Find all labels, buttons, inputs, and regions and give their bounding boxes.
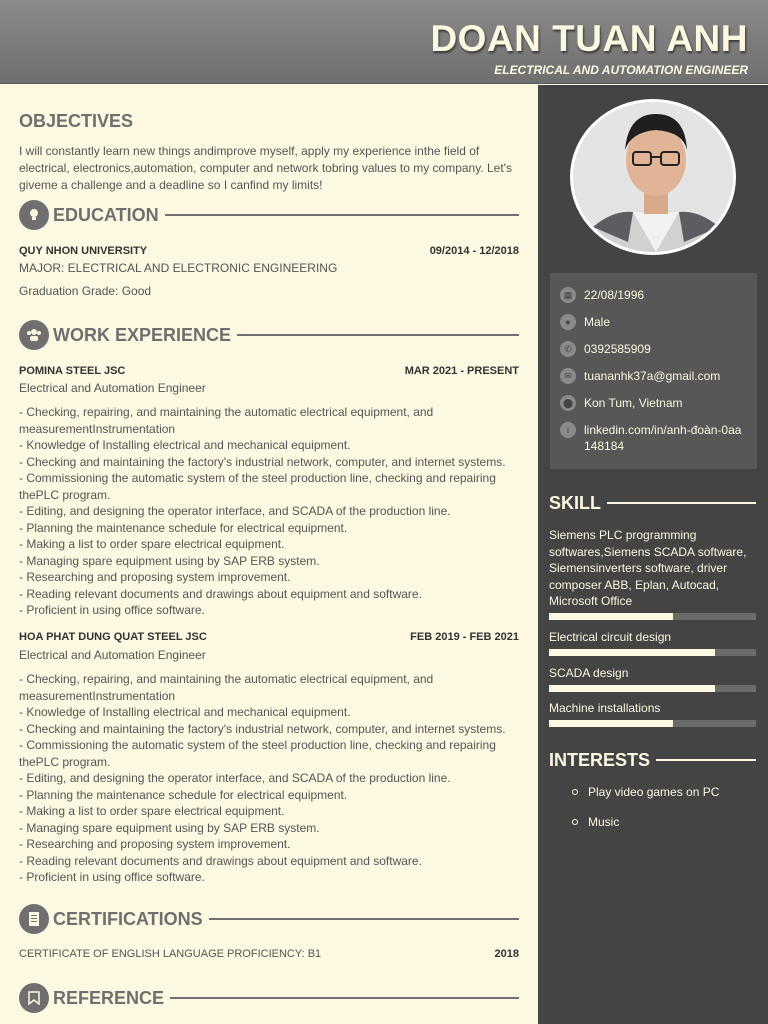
skill-item [549, 527, 756, 620]
job-entry-1 [19, 365, 519, 377]
contact-birthday [560, 287, 747, 303]
skill-item [549, 700, 756, 727]
contact-email [560, 368, 747, 384]
skill-label: Electrical circuit design [549, 630, 672, 644]
job-dates: MAR 2021 - PRESENT [404, 365, 519, 377]
job-duties-2 [19, 671, 514, 886]
skill-label: Machine installations [549, 701, 661, 715]
section-divider [209, 918, 519, 920]
list-item: - Commissioning the automatic system of the steel production line, checking and repairing thePLC program. [19, 471, 496, 502]
list-item: - Commissioning the automatic system of the steel production line, checking and repairing thePLC program. [19, 738, 496, 769]
work-section-header [19, 320, 519, 350]
profile-photo [570, 99, 736, 255]
job-position: Electrical and Automation Engineer [19, 648, 206, 662]
objectives-title: OBJECTIVES [19, 111, 134, 131]
people-icon [19, 320, 49, 350]
list-item: - Editing, and designing the operator interface, and SCADA of the production line. [19, 504, 451, 518]
candidate-name: DOAN TUAN ANH [430, 18, 748, 59]
email-icon: ✉ [560, 368, 576, 384]
job-company: POMINA STEEL JSC [19, 365, 126, 377]
skill-level-bar [549, 613, 756, 620]
list-item: - Knowledge of Installing electrical and mechanical equipment. [19, 438, 351, 452]
phone-value: 0392585909 [584, 342, 651, 356]
list-item: - Researching and proposing system improvement. [19, 837, 291, 851]
gender-value: Male [584, 315, 611, 329]
section-divider [237, 334, 519, 336]
contact-gender [560, 314, 747, 330]
contact-linkedin [560, 422, 747, 454]
education-title: EDUCATION [53, 204, 159, 225]
list-item: - Reading relevant documents and drawings about equipment and software. [19, 853, 422, 868]
list-item: - Knowledge of Installing electrical and mechanical equipment. [19, 705, 351, 719]
education-section-header [19, 200, 519, 230]
list-item: - Checking, repairing, and maintaining the automatic electrical equipment, and measurementInstrumentation [19, 672, 434, 703]
work-title: WORK EXPERIENCE [53, 324, 232, 345]
job-dates: FEB 2019 - FEB 2021 [410, 631, 519, 643]
skill-level-fill [549, 649, 715, 656]
job-company: HOA PHAT DUNG QUAT STEEL JSC [19, 631, 207, 643]
lightbulb-icon [19, 200, 49, 230]
certification-name: CERTIFICATE OF ENGLISH LANGUAGE PROFICIENCY: B1 [19, 948, 322, 960]
interest-label: Play video games on PC [588, 785, 720, 799]
list-item [572, 785, 719, 799]
certification-year: 2018 [494, 948, 519, 960]
job-entry-2 [19, 631, 519, 643]
email-link[interactable]: tuananhk37a@gmail.com [584, 369, 721, 383]
contact-panel [550, 273, 757, 469]
info-icon: i [560, 422, 576, 438]
bullet-circle-icon [572, 789, 578, 795]
skill-level-bar [549, 685, 756, 692]
list-item: - Reading relevant documents and drawings about equipment and software. [19, 586, 422, 601]
education-entry [19, 245, 519, 257]
list-item: - Checking and maintaining the factory's industrial network, computer, and internet systems. [19, 454, 506, 469]
list-item: - Proficient in using office software. [19, 603, 205, 617]
skill-label: SCADA design [549, 666, 629, 680]
bullet-circle-icon [572, 819, 578, 825]
list-item: - Editing, and designing the operator interface, and SCADA of the production line. [19, 771, 451, 785]
list-item: - Researching and proposing system improvement. [19, 570, 291, 584]
certification-entry [19, 948, 519, 960]
list-item: - Managing spare equipment using by SAP ERB system. [19, 553, 320, 568]
list-item: - Making a list to order spare electrical equipment. [19, 537, 285, 551]
skill-section-header [549, 492, 756, 514]
list-item: - Checking and maintaining the factory's industrial network, computer, and internet systems. [19, 721, 506, 736]
list-item: - Making a list to order spare electrical equipment. [19, 804, 285, 818]
education-major: MAJOR: ELECTRICAL AND ELECTRONIC ENGINEERING [19, 261, 338, 275]
objectives-text: I will constantly learn new things andimprove myself, apply my experience inthe field of electrical, electronics,automation, computer and network tobring values to my company. Let's giveme a challenge and a deadline so I canfind my limits! [19, 144, 512, 192]
sidebar [538, 85, 768, 1024]
list-item: - Planning the maintenance schedule for electrical equipment. [19, 520, 348, 535]
skill-title: SKILL [549, 492, 601, 513]
reference-title: REFERENCE [53, 987, 165, 1008]
certifications-section-header [19, 904, 519, 934]
location-pin-icon: ⬤ [560, 395, 576, 411]
education-dates: 09/2014 - 12/2018 [429, 245, 519, 257]
interest-label: Music [588, 815, 620, 829]
calendar-icon: ▦ [560, 287, 576, 303]
skill-item [549, 665, 756, 692]
job-duties-1 [19, 404, 514, 619]
location-value: Kon Tum, Vietnam [584, 396, 683, 410]
skill-item [549, 629, 756, 656]
linkedin-link[interactable]: linkedin.com/in/anh-đoàn-0aa148184 [584, 423, 742, 453]
skill-level-fill [549, 685, 715, 692]
candidate-role: ELECTRICAL AND AUTOMATION ENGINEER [494, 63, 748, 77]
header [0, 0, 768, 84]
contact-location [560, 395, 747, 411]
school-name: QUY NHON UNIVERSITY [19, 245, 148, 257]
list-item: - Proficient in using office software. [19, 870, 205, 884]
main-column [0, 85, 538, 1024]
bookmark-icon [19, 983, 49, 1013]
section-divider [170, 997, 519, 999]
list-item: - Planning the maintenance schedule for electrical equipment. [19, 787, 348, 802]
birthday-value: 22/08/1996 [584, 288, 645, 302]
phone-icon: ✆ [560, 341, 576, 357]
interests-section-header [549, 749, 756, 771]
skill-level-fill [549, 720, 673, 727]
section-divider [607, 502, 756, 504]
skill-level-bar [549, 649, 756, 656]
list-item [572, 815, 619, 829]
section-divider [656, 759, 756, 761]
person-icon: ● [560, 314, 576, 330]
skill-label: Siemens PLC programming softwares,Siemens SCADA software, Siemensinverters software, driver composer ABB, Eplan, Autocad, Microsoft Office [549, 528, 747, 608]
skill-level-bar [549, 720, 756, 727]
reference-section-header [19, 983, 519, 1013]
skill-level-fill [549, 613, 673, 620]
education-grade: Graduation Grade: Good [19, 284, 152, 298]
list-item: - Managing spare equipment using by SAP ERB system. [19, 820, 320, 835]
certifications-title: CERTIFICATIONS [53, 908, 203, 929]
section-divider [165, 214, 519, 216]
list-item: - Checking, repairing, and maintaining the automatic electrical equipment, and measurementInstrumentation [19, 405, 434, 436]
job-position: Electrical and Automation Engineer [19, 381, 206, 395]
document-icon [19, 904, 49, 934]
interests-title: INTERESTS [549, 749, 651, 770]
contact-phone [560, 341, 747, 357]
